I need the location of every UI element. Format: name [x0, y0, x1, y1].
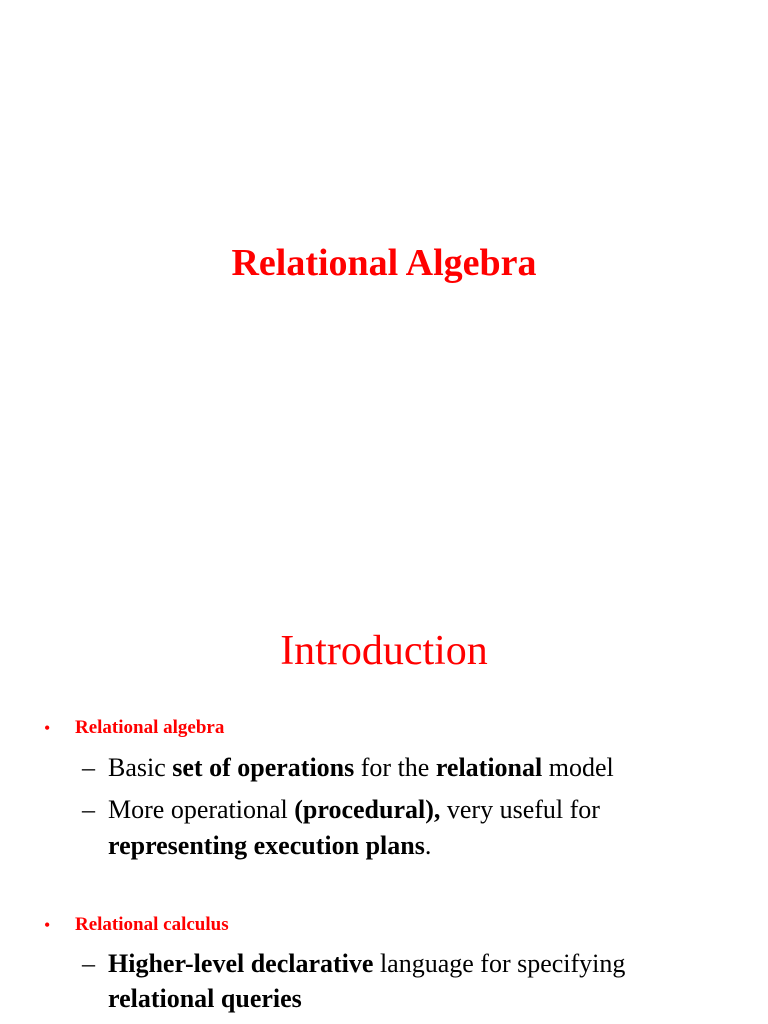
dash-icon: – — [82, 795, 95, 824]
sub-item-line-continued: relational queries — [108, 984, 302, 1013]
sub-item-basic-set — [0, 750, 768, 786]
bullet-label: Relational calculus — [75, 914, 229, 935]
bullet-relational-calculus — [0, 912, 768, 938]
dash-icon: – — [82, 949, 95, 978]
sub-item-more-operational — [0, 792, 768, 864]
sub-item-line: Higher-level declarative language for specifying — [108, 949, 626, 978]
bullet-relational-algebra — [0, 715, 768, 741]
slide-title: Relational Algebra — [231, 242, 537, 284]
sub-item-line: Basic set of operations for the relational model — [108, 753, 614, 782]
bullet-icon: • — [44, 718, 51, 738]
section-heading: Introduction — [280, 628, 488, 674]
sub-item-line: More operational (procedural), very useful for — [108, 795, 600, 824]
bullet-label: Relational algebra — [75, 717, 225, 738]
bullet-icon: • — [44, 915, 51, 935]
dash-icon: – — [82, 753, 95, 782]
sub-item-higher-level — [0, 946, 768, 1018]
sub-item-line-continued: representing execution plans. — [108, 831, 432, 860]
